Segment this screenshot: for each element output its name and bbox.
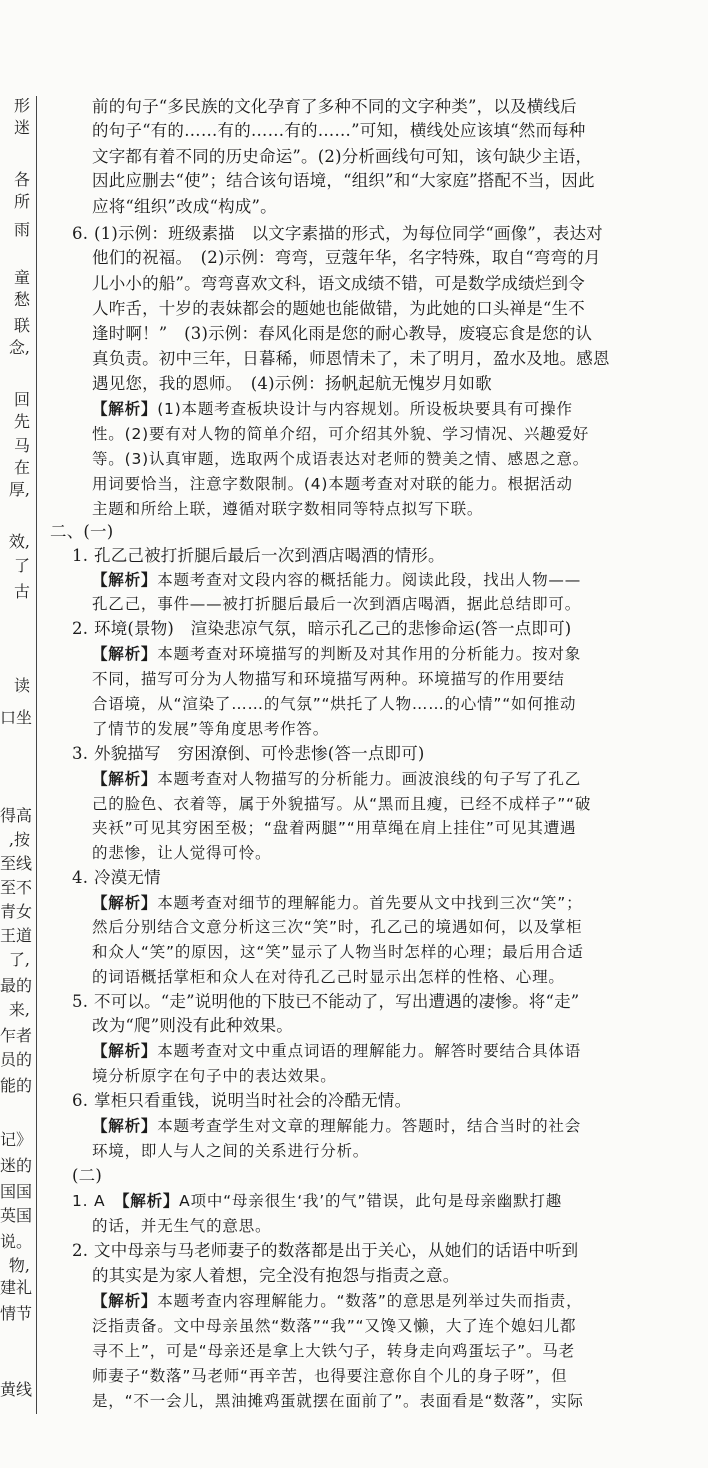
numbered-answer-line [72, 1238, 578, 1264]
text-line [92, 591, 581, 617]
left-fragment: 最的 [0, 976, 33, 995]
text-line [92, 194, 277, 220]
line-text: 逢时啊！” (3)示例：春风化雨是您的耐心教导，废寝忘食是您的认 [92, 324, 593, 343]
analysis-tag: 【解析】 [121, 1192, 180, 1210]
left-fragment: 回 [13, 390, 30, 409]
question-number: 4. [72, 868, 89, 887]
line-text: 师妻子“数落”马老师“再辛苦，也得要注意你自个儿的身子呀”，但 [92, 1367, 568, 1385]
numbered-answer-line [72, 865, 161, 891]
left-fragment: 建礼 [0, 1278, 33, 1297]
text-line [92, 144, 592, 170]
line-text: 环境，即人与人之间的关系进行分析。 [92, 1142, 370, 1160]
line-text: 本题考查学生对文章的理解能力。答题时，结合当时的社会 [157, 1117, 582, 1135]
analysis-line [92, 641, 581, 667]
text-line [92, 446, 589, 472]
line-text: A项中“母亲很生‘我’的气”错误，此句是母亲幽默打趣 [179, 1192, 562, 1210]
left-fragment: 念, [8, 338, 30, 357]
analysis-tag: 【解析】 [92, 894, 158, 912]
text-line [92, 1363, 567, 1389]
analysis-line [92, 567, 581, 593]
line-text: 应将“组织”改成“构成”。 [92, 197, 277, 216]
text-line [92, 168, 595, 194]
text-line [92, 1138, 369, 1164]
analysis-tag: 【解析】 [92, 400, 158, 418]
left-fragment: 能的 [0, 1076, 33, 1095]
numbered-answer-line [72, 221, 603, 247]
text-line [92, 296, 585, 322]
numbered-answer-line [72, 1088, 411, 1114]
line-text: 真负责。初中三年，日暮稀，师恩情未了，未了明月，盈水及地。感恩 [92, 349, 610, 368]
left-fragment: 愁 [13, 290, 30, 309]
line-text: 儿小小的船”。弯弯喜欢文科，语文成绩不错，可是数学成绩烂到令 [92, 274, 585, 293]
text-line [92, 939, 584, 965]
left-fragment: 先 [13, 412, 30, 431]
text-line [92, 118, 586, 144]
text-line [92, 1313, 576, 1339]
text-line [92, 1338, 575, 1364]
text-line [92, 914, 582, 940]
left-fragment: 童 [13, 268, 30, 287]
text-line [92, 471, 573, 497]
line-text: 遇见您，我的恩师。 (4)示例：扬帆起航无愧岁月如歌 [92, 374, 492, 393]
left-fragment: 厚, [8, 480, 30, 499]
left-fragment: 青女 [0, 902, 33, 921]
numbered-answer-line [72, 989, 579, 1015]
analysis-line [92, 1288, 582, 1314]
analysis-line [92, 766, 581, 792]
left-fragment: 了 [13, 556, 30, 575]
text-line [92, 1263, 459, 1289]
text-line [92, 691, 576, 717]
analysis-line [92, 1038, 581, 1064]
line-text: 泛指责备。文中母亲虽然“数落”“我”“又馋又懒，大了连个媳妇儿都 [92, 1317, 577, 1335]
line-text: 文字都有着不同的历史命运”。(2)分析画线句可知，该句缺少主语， [92, 147, 593, 166]
left-fragment: 迷的 [0, 1156, 33, 1175]
line-text: 二、(一) [50, 522, 114, 541]
text-line [92, 321, 592, 347]
line-text: 夹袄”可见其穷困至极；“盘着两腿”“用草绳在肩上挂住”可见其遭遇 [92, 819, 577, 837]
line-text: 是，“不一会儿，黑油摊鸡蛋就摆在面前了”。表面看是“数落”，实际 [92, 1392, 584, 1410]
line-text: 外貌描写 穷困潦倒、可怜悲惨(答一点即可) [94, 744, 425, 763]
left-fragment: 员的 [0, 1050, 33, 1069]
analysis-tag: 【解析】 [92, 645, 158, 663]
line-text: (1)示例：班级素描 以文字素描的形式，为每位同学“画像”，表达对 [94, 224, 603, 243]
left-fragment: 物, [8, 1256, 30, 1275]
analysis-tag: 【解析】 [92, 770, 158, 788]
line-text: 的话，并无生气的意思。 [92, 1217, 272, 1235]
line-text: 前的句子“多民族的文化孕育了多种不同的文字种类”，以及横线后 [92, 97, 577, 116]
text-line [92, 271, 585, 297]
line-text: A [94, 1192, 122, 1210]
question-number: 1. [72, 1192, 89, 1210]
left-fragment: 得高 [0, 806, 33, 825]
text-line [92, 716, 329, 742]
line-text: 改为“爬”则没有此种效果。 [92, 1016, 293, 1035]
text-line [92, 964, 565, 990]
text-line [92, 346, 610, 372]
question-number: 6. [72, 1091, 89, 1110]
line-text: 等。(3)认真审题，选取两个成语表达对老师的赞美之情、感恩之意。 [92, 450, 590, 468]
line-text: 和众人“笑”的原因，这“笑”显示了人物当时怎样的心理；最后用合适 [92, 943, 584, 961]
question-number: 6. [72, 224, 89, 243]
left-fragment: 英国 [0, 1206, 33, 1225]
text-line [92, 1388, 584, 1414]
analysis-tag: 【解析】 [92, 1042, 158, 1060]
analysis-line [92, 396, 573, 422]
line-text: 主题和所给上联，遵循对联字数相同等特点拟写下联。 [92, 500, 484, 518]
analysis-tag: 【解析】 [92, 1117, 158, 1135]
line-text: 境分析原字在句子中的表达效果。 [92, 1067, 337, 1085]
numbered-answer-line [72, 1188, 562, 1214]
text-line [92, 815, 576, 841]
line-text: 不同，描写可分为人物描写和环境描写两种。环境描写的作用要结 [92, 670, 565, 688]
text-line [92, 94, 577, 120]
text-line [92, 1013, 293, 1039]
line-text: 的悲惨，让人觉得可怜。 [92, 844, 272, 862]
line-text: 合语境，从“渲染了……的气氛”“烘托了人物……的心情”“如何推动 [92, 695, 577, 713]
left-fragment: 来, [8, 1000, 30, 1019]
question-number: 5. [72, 992, 89, 1011]
line-text: 本题考查内容理解能力。“数落”的意思是列举过失而指责， [157, 1292, 583, 1310]
question-number: 2. [72, 1241, 89, 1260]
left-fragment: 至不 [0, 878, 33, 897]
line-text: 己的脸色、衣着等，属于外貌描写。从“黑而且瘦，已经不成样子”“破 [92, 795, 592, 813]
line-text: (二) [72, 1166, 102, 1185]
line-text: 本题考查对细节的理解能力。首先要从文中找到三次“笑”； [157, 894, 583, 912]
left-fragment: 了, [8, 950, 30, 969]
line-text: 用词要恰当，注意字数限制。(4)本题考查对对联的能力。根据活动 [92, 475, 573, 493]
left-fragment: 所 [13, 192, 30, 211]
question-number: 1. [72, 546, 89, 565]
left-fragment: 雨 [13, 220, 30, 239]
text-line [92, 245, 601, 271]
left-fragment: 古 [13, 582, 30, 601]
left-fragment: 读 [13, 676, 30, 695]
left-fragment: 联 [13, 316, 30, 335]
left-fragment: 王道 [0, 926, 33, 945]
line-text: (1)本题考查板块设计与内容规划。所设板块要具有可操作 [157, 400, 573, 418]
numbered-answer-line [72, 741, 425, 767]
line-text: 因此应删去“使”；结合该句语境，“组织”和“大家庭”搭配不当，因此 [92, 171, 595, 190]
left-fragment: 黄线 [0, 1380, 33, 1399]
text-line [92, 371, 492, 397]
text-line [92, 1213, 271, 1239]
question-number: 2. [72, 619, 89, 638]
line-text: 本题考查对文段内容的概括能力。阅读此段，找出人物—— [157, 571, 582, 589]
line-text: 孔乙己被打折腿后最后一次到酒店喝酒的情形。 [94, 546, 445, 565]
line-text: 性。(2)要有对人物的简单介绍，可介绍其外貌、学习情况、兴趣爱好 [92, 425, 590, 443]
line-text: 本题考查对文中重点词语的理解能力。解答时要结合具体语 [157, 1042, 582, 1060]
line-text: 了情节的发展”等角度思考作答。 [92, 720, 330, 738]
left-fragment: 口坐 [0, 708, 33, 727]
left-fragment: 各 [13, 170, 30, 189]
text-line [72, 1163, 102, 1189]
line-text: 掌柜只看重钱，说明当时社会的冷酷无情。 [94, 1091, 412, 1110]
line-text: 不可以。“走”说明他的下肢已不能动了，写出遭遇的凄惨。将“走” [94, 992, 580, 1011]
line-text: 然后分别结合文意分析这三次“笑”时，孔乙己的境遇如何，以及掌柜 [92, 918, 583, 936]
line-text: 他们的祝福。 (2)示例：弯弯，豆蔻年华，名字特殊，取自“弯弯的月 [92, 248, 601, 267]
line-text: 寻不上”，可是“母亲还是拿上大铁勺子，转身走向鸡蛋坛子”。马老 [92, 1342, 575, 1360]
left-fragment: 情节 [0, 1304, 33, 1323]
analysis-tag: 【解析】 [92, 1292, 158, 1310]
text-line [92, 421, 589, 447]
line-text: 的词语概括掌柜和众人在对待孔乙己时显示出怎样的性格、心理。 [92, 968, 565, 986]
left-fragment: 至线 [0, 854, 33, 873]
numbered-answer-line [72, 543, 445, 569]
left-fragment: 迷 [13, 118, 30, 137]
text-line [92, 666, 565, 692]
text-line [92, 496, 483, 522]
line-text: 的其实是为家人着想，完全没有抱怨与指责之意。 [92, 1266, 460, 1285]
left-fragment: 效, [8, 532, 30, 551]
left-fragment: ,按 [8, 830, 30, 849]
text-line [92, 840, 271, 866]
left-fragment: 说。 [0, 1232, 33, 1251]
left-fragment: 在 [13, 458, 30, 477]
analysis-line [92, 890, 582, 916]
line-text: 冷漠无情 [94, 868, 161, 887]
left-fragment: 国国 [0, 1182, 33, 1201]
left-fragment: 形 [13, 96, 30, 115]
left-fragment: 乍者 [0, 1026, 33, 1045]
text-line [92, 791, 591, 817]
left-fragment: 马 [13, 436, 30, 455]
line-text: 文中母亲与马老师妻子的数落都是出于关心，从她们的话语中听到 [94, 1241, 579, 1260]
line-text: 的句子“有的……有的……有的……”可知，横线处应该填“然而每种 [92, 121, 586, 140]
left-fragment: 记》 [0, 1130, 33, 1149]
line-text: 人咋舌，十岁的表妹都会的题她也能做错，为此她的口头禅是“生不 [92, 299, 585, 318]
numbered-answer-line [72, 616, 571, 642]
text-line [50, 519, 113, 545]
text-line [92, 1063, 337, 1089]
line-text: 环境(景物) 渲染悲凉气氛，暗示孔乙己的悲惨命运(答一点即可) [94, 619, 572, 638]
line-text: 本题考查对人物描写的分析能力。画波浪线的句子写了孔乙 [157, 770, 582, 788]
analysis-tag: 【解析】 [92, 571, 158, 589]
line-text: 本题考查对环境描写的判断及对其作用的分析能力。按对象 [157, 645, 582, 663]
analysis-line [92, 1113, 581, 1139]
question-number: 3. [72, 744, 89, 763]
line-text: 孔乙己，事件——被打折腿后最后一次到酒店喝酒，据此总结即可。 [92, 595, 582, 613]
